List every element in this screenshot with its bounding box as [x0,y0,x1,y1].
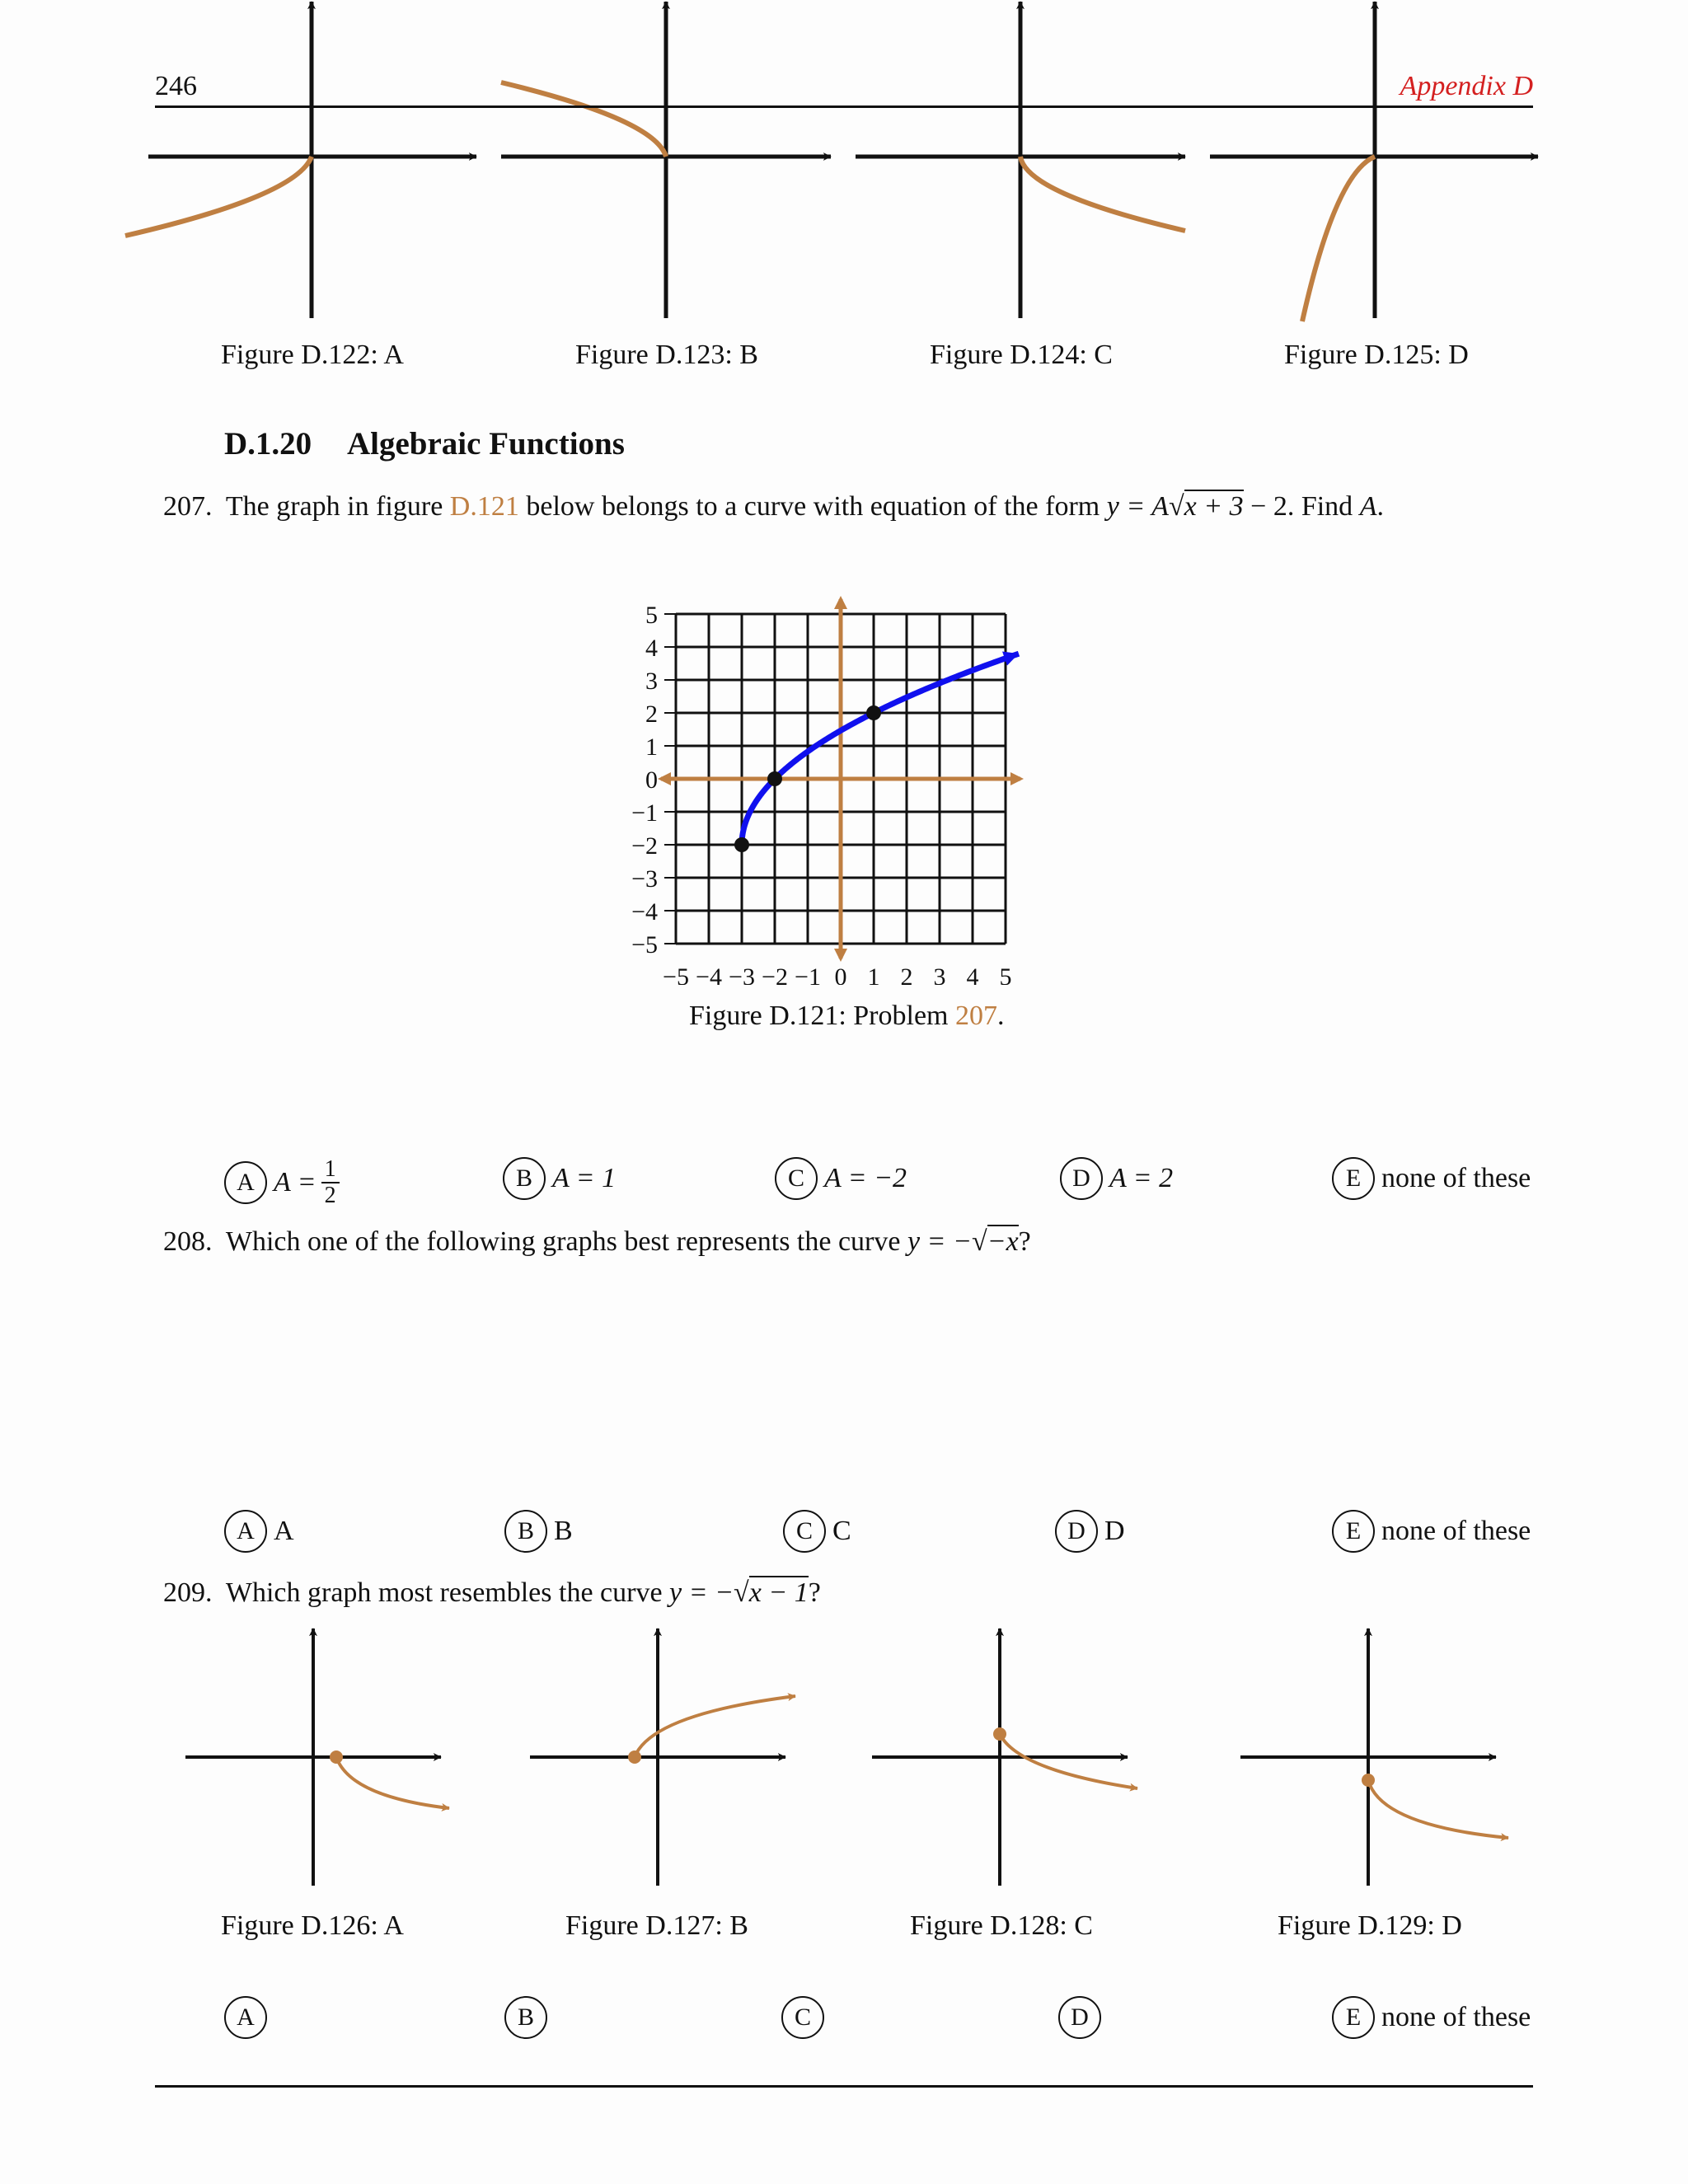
figure-d129-graph [1240,1629,1508,1886]
figure-caption-d128: Figure D.128: C [910,1910,1093,1941]
x-tick-label: 2 [900,963,913,985]
equation-rest: − 2. Find [1243,491,1353,522]
caption-text: Figure D.121: Problem [689,1001,949,1031]
choice-text: B [554,1516,573,1546]
choice-209-e[interactable] [1332,1996,1531,2039]
page-number: 246 [155,71,197,101]
x-tick-label: −5 [663,963,689,985]
choice-207-e[interactable] [1332,1157,1531,1200]
running-header-title: Appendix D [1400,71,1533,101]
figure-caption-d127: Figure D.127: B [565,1910,748,1941]
top-figures [0,0,1688,346]
problem-text: Which graph most resembles the curve [225,1577,663,1608]
section-number: D.1.20 [224,426,312,462]
fraction-denominator: 2 [324,1183,336,1208]
x-tick-label: −1 [795,963,821,985]
choice-letter-circle[interactable]: D [1055,1510,1098,1553]
sqrt-sign: √ [1168,491,1184,522]
choice-209-c[interactable] [781,1996,831,2039]
choice-text: A = −2 [824,1163,907,1193]
y-tick-label: 3 [645,668,658,695]
choice-209-d[interactable] [1058,1996,1108,2039]
x-axis-ticks [663,963,1011,985]
choice-207-a[interactable] [224,1157,340,1208]
choice-208-c[interactable] [783,1510,851,1553]
figure-caption-d123: Figure D.123: B [575,340,758,370]
problem-209-figures [0,1624,1688,1896]
radicand: x − 1 [748,1577,809,1608]
figure-d123-graph [501,2,831,318]
x-tick-label: −4 [696,963,722,985]
series-curve [742,654,1019,845]
choice-208-a[interactable] [224,1510,294,1553]
choice-207-b[interactable] [503,1157,616,1200]
x-tick-label: 0 [834,963,847,985]
data-point [767,771,782,786]
choice-letter-circle[interactable]: E [1332,1157,1375,1200]
choice-letter-circle[interactable]: B [503,1157,546,1200]
figure-d121-chart [593,589,1055,985]
fraction-numerator: 1 [321,1157,340,1183]
choice-letter-circle[interactable]: C [775,1157,818,1200]
footer-rule [155,2085,1533,2088]
x-tick-label: 3 [933,963,946,985]
problem-209-statement [163,1577,821,1609]
choice-text: A = 1 [552,1163,617,1193]
x-axis-arrow-left [658,772,671,785]
x-axis-arrow-right [1010,772,1024,785]
problem-reference-link[interactable]: 207 [954,1001,997,1031]
y-tick-label: −3 [631,865,658,893]
data-point [866,705,881,720]
y-tick-label: −1 [631,799,658,827]
choice-208-b[interactable] [504,1510,573,1553]
problem-207-statement [163,491,1384,523]
choice-text: D [1104,1516,1125,1546]
choice-text: A = 2 [1109,1163,1174,1193]
section-title: Algebraic Functions [347,426,625,462]
y-tick-label: 0 [645,766,658,794]
choice-letter-circle[interactable]: B [504,1510,547,1553]
figure-caption-d125: Figure D.125: D [1284,340,1469,370]
choice-letter-circle[interactable]: A [224,1510,267,1553]
problem-text: The graph in figure [225,491,443,522]
problem-number: 208. [163,1226,213,1257]
y-tick-label: −2 [631,832,658,860]
radicand: −x [987,1226,1019,1257]
equation-lhs: y = − [907,1226,972,1257]
choice-208-e[interactable] [1332,1510,1531,1553]
data-point [734,837,749,852]
choice-209-a[interactable] [224,1996,274,2039]
figure-caption-d129: Figure D.129: D [1278,1910,1462,1941]
figure-caption-d122: Figure D.122: A [221,340,404,370]
problem-text: Which one of the following graphs best represents the curve [225,1226,901,1257]
choice-letter-circle[interactable]: D [1060,1157,1103,1200]
y-tick-label: 5 [645,602,658,629]
equation-lhs: y = A [1106,491,1169,522]
question-mark: ? [1018,1226,1031,1257]
choice-letter-circle[interactable]: E [1332,1996,1375,2039]
figure-d128-graph [872,1629,1137,1886]
y-axis-arrow-down [834,949,847,962]
chart-axes [658,596,1024,962]
choice-text: none of these [1381,1516,1531,1546]
figure-caption-d126: Figure D.126: A [221,1910,404,1941]
y-axis-arrow-up [834,596,847,609]
header-rule [155,105,1533,108]
question-mark: ? [808,1577,821,1608]
figure-d125-graph [1210,2,1538,321]
problem-number: 207. [163,491,213,522]
x-tick-label: 4 [966,963,979,985]
choice-text: none of these [1381,1163,1531,1193]
y-tick-label: 1 [645,733,658,761]
choice-letter-circle[interactable]: A [224,1161,267,1204]
sqrt-sign: √ [971,1226,987,1257]
choice-letter-circle[interactable]: D [1058,1996,1101,2039]
figure-caption-d124: Figure D.124: C [930,340,1113,370]
equation-lhs: y = − [669,1577,734,1608]
x-tick-label: 5 [999,963,1012,985]
problem-text: below belongs to a curve with equation of the form [526,491,1100,522]
choice-209-b[interactable] [504,1996,554,2039]
problem-number: 209. [163,1577,213,1608]
y-tick-label: 4 [645,635,658,662]
sqrt-sign: √ [734,1577,749,1608]
choice-letter-circle[interactable]: C [783,1510,826,1553]
choice-207-d[interactable] [1060,1157,1173,1200]
choice-208-d[interactable] [1055,1510,1125,1553]
choice-letter-circle[interactable]: B [504,1996,547,2039]
y-tick-label: −4 [631,898,658,926]
choice-letter-circle[interactable]: E [1332,1510,1375,1553]
x-tick-label: 1 [867,963,880,985]
x-tick-label: −2 [762,963,788,985]
choice-text: C [832,1516,851,1546]
x-tick-label: −3 [729,963,755,985]
figure-d124-graph [856,2,1185,318]
fraction [321,1157,340,1208]
choice-207-c[interactable] [775,1157,907,1200]
figure-caption-d121 [689,1001,1004,1032]
choice-text: A [274,1516,294,1546]
choice-text: none of these [1381,2002,1531,2032]
figure-reference-link[interactable]: D.121 [449,491,519,522]
choice-letter-circle[interactable]: C [781,1996,824,2039]
choice-letter-circle[interactable]: A [224,1996,267,2039]
figure-d127-graph [530,1629,795,1886]
y-tick-label: 2 [645,701,658,728]
figure-d122-graph [125,2,476,318]
figure-d126-graph [185,1629,449,1886]
period: . [1376,491,1384,522]
y-tick-label: −5 [631,931,658,958]
radicand: x + 3 [1184,491,1244,522]
period: . [996,1001,1005,1031]
choice-lhs: A = [274,1167,316,1197]
problem-208-statement [163,1226,1031,1258]
find-variable: A [1359,491,1377,522]
